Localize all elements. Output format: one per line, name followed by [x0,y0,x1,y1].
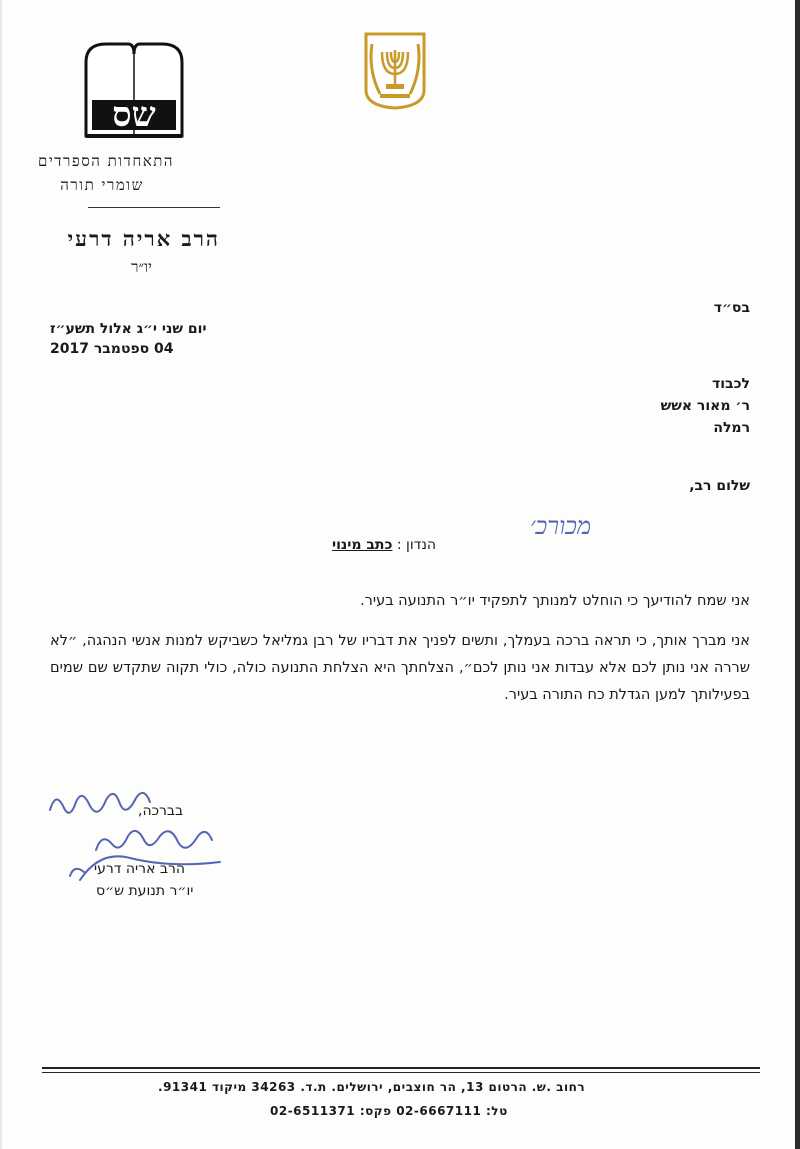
closing-blessing: בברכה, [138,803,184,819]
body-paragraph-1: אני שמח להודיעך כי הוחלט למנותך לתפקיד יו״ר התנועה בעיר. [360,593,750,609]
footer-rule-thin [42,1072,760,1073]
subject-line [332,537,436,553]
body-paragraph-2: אני מברך אותך, כי תראה ברכה בעמלך, ותשים לפניך את דבריו של רבן גמליאל כשביקש למנות אנשי הנהגה, ״לא שררה אני נותן לכם אלא עבדות אני נותן לכם״, הצלחתך היא הצלחת התנועה כולה, כולי תקוה שתקדש שם שמים בפעילותך למען הגדלת כח התורה בעיר. [50,633,750,703]
subject-label: הנדון : [396,537,437,553]
signatory-name: הרב אריה דרעי [94,861,186,877]
footer-address: רחוב .ש. הרטום 13, הר חוצבים, ירושלים. ת.ד. 34263 מיקוד 91341. [158,1080,586,1094]
page-edge-left [0,0,2,1149]
handwritten-note: מכורכ׳ [530,512,592,540]
party-name: התאחדות הספרדים [37,152,175,170]
date-gregorian: 04 ספטמבר 2017 [50,341,174,357]
subject-value: כתב מינוי [332,537,393,553]
recipient-label: לכבוד [712,376,750,392]
bsd-mark: בס״ד [713,300,750,316]
footer-rule [42,1067,760,1069]
shas-logo-icon [82,40,186,140]
header-divider [88,207,220,208]
leader-name: הרב אריה דרעי [67,226,220,251]
footer-phones: טל: 02-6667111 פקס: 02-6511371 [270,1104,508,1118]
party-subtitle: שומרי תורה [60,176,144,194]
greeting: שלום רב, [689,478,750,494]
leader-title: יו״ר [131,258,152,276]
date-hebrew: יום שני י״ג אלול תשע״ז [50,321,207,337]
signatory-title: יו״ר תנועת ש״ס [96,883,194,899]
state-emblem-icon [362,30,428,110]
recipient-city: רמלה [713,420,750,436]
logo-text: שס [112,95,156,135]
page-edge-right [795,0,800,1149]
recipient-name: ר׳ מאור אשש [660,398,750,414]
